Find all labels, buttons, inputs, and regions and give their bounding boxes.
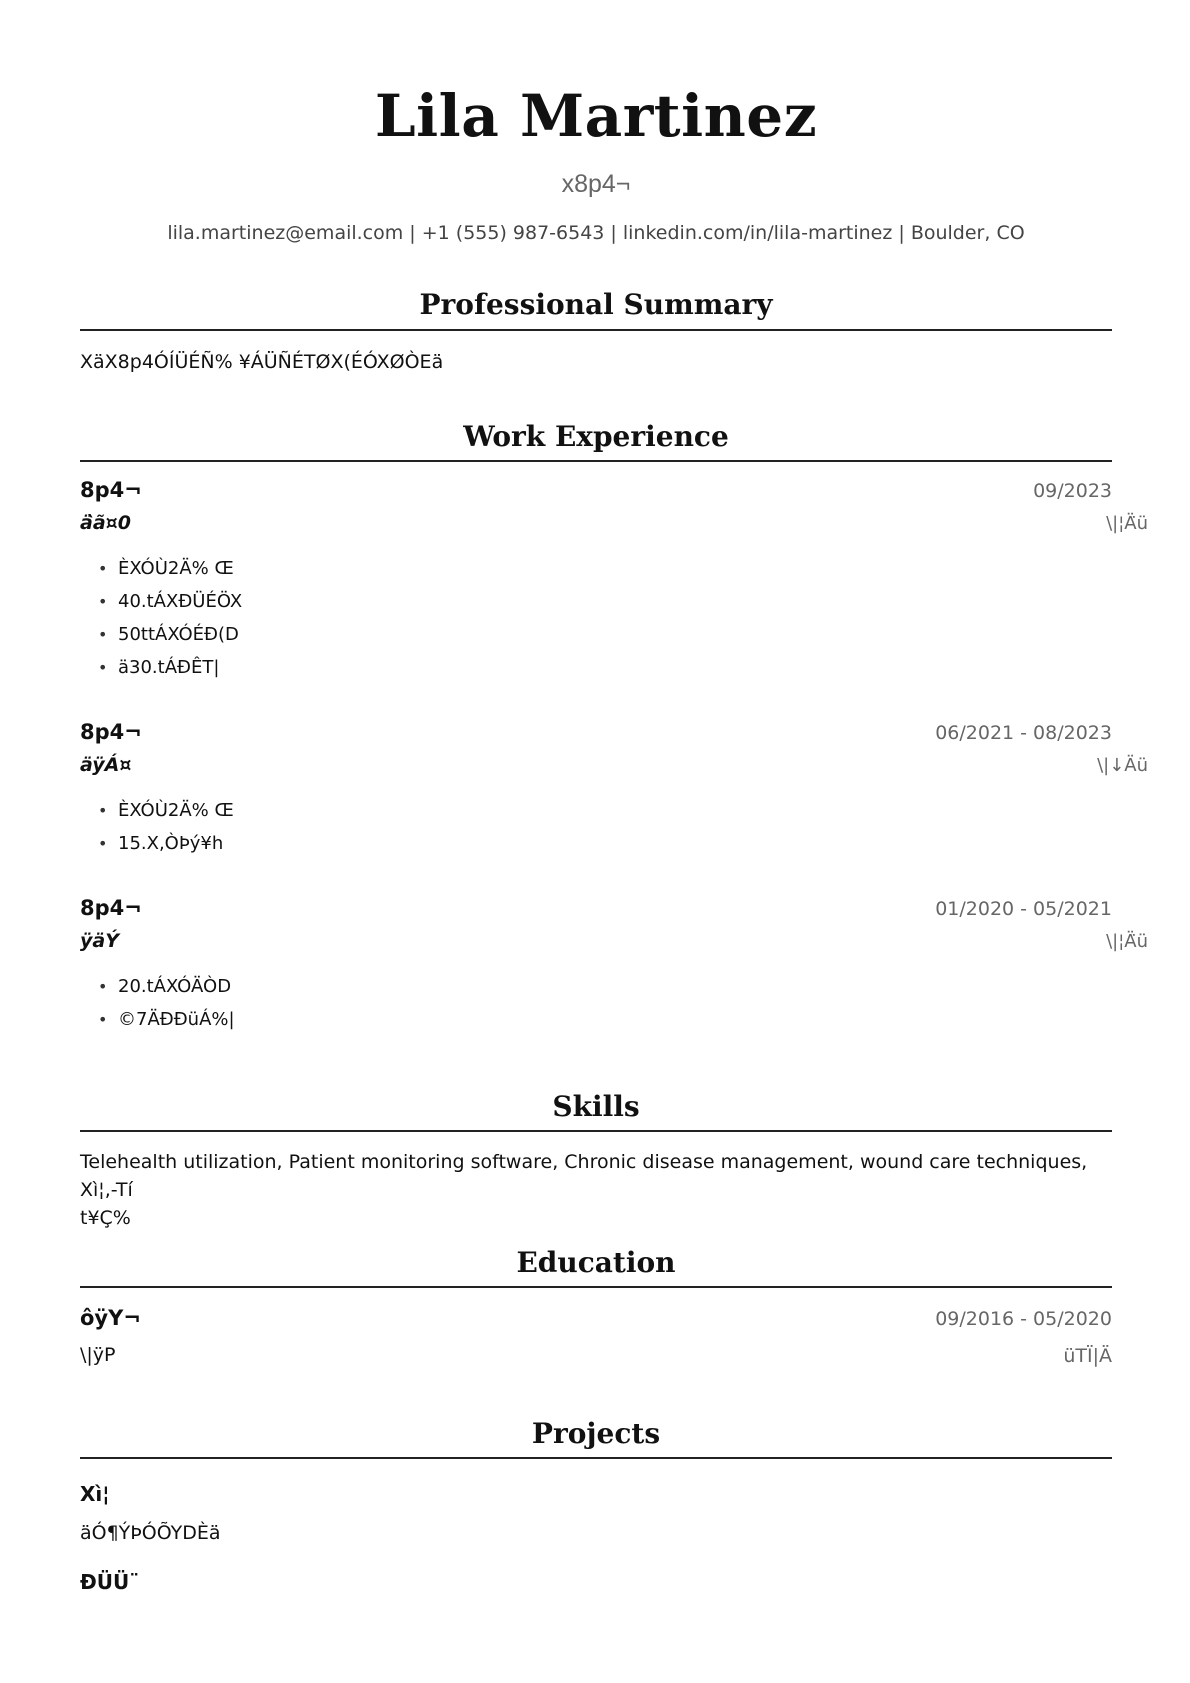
job-location: \|↓Äü (1097, 755, 1148, 776)
job-bullet: • ÈXÓÙ2Ä% Œ (98, 552, 242, 585)
education-degree: ôÿY¬ (80, 1306, 141, 1330)
job-title: 8p4¬ (80, 720, 142, 744)
job-date: 09/2023 (1033, 480, 1112, 502)
job-title: 8p4¬ (80, 896, 142, 920)
project-description: äÓ¶ÝÞÓÕYDÈä (80, 1522, 221, 1544)
job-company: ÿäÝ (80, 930, 119, 952)
skills-line: Telehealth utilization, Patient monitoring software, Chronic disease management, wound care techniques, Xì¦,-Tí (80, 1151, 1088, 1201)
job-company: ä̀ã¤0 (80, 512, 131, 534)
section-title-projects: Projects (531, 1417, 661, 1450)
section-divider (80, 1130, 1112, 1132)
job-bullet: • 15.X,ÒÞý¥h (98, 827, 234, 860)
job-date: 01/2020 - 05/2021 (935, 898, 1112, 920)
job-bullet: • ©7ÄÐÐüÁ%| (98, 1003, 235, 1036)
project-name: Xì¦ (80, 1482, 110, 1506)
section-divider (80, 1286, 1112, 1288)
education-location: üTÏ|Ä (1063, 1345, 1112, 1367)
education-date: 09/2016 - 05/2020 (935, 1308, 1112, 1330)
job-company: äÿÁ¤ (80, 754, 132, 776)
summary-text: XäX8p4ÓÍÜÉÑ% ¥ÁÜÑÉTØX(ÉÓXØÒEä (80, 351, 444, 373)
job-bullets (98, 552, 242, 684)
job-bullet: • 20.tÁXÓÄÒD (98, 970, 235, 1003)
job-bullet: • 40.tÁXÐÜÉÖX (98, 585, 242, 618)
job-bullet: • 50ttÁXÓÉÐ(D (98, 618, 242, 651)
job-date: 06/2021 - 08/2023 (935, 722, 1112, 744)
job-title: 8p4¬ (80, 478, 142, 502)
job-bullets (98, 794, 234, 860)
section-divider (80, 1457, 1112, 1459)
section-title-experience: Work Experience (463, 420, 729, 453)
education-school: \|ÿP (80, 1344, 116, 1366)
project-name: ÐÜÜ¨ (80, 1570, 140, 1594)
job-bullet: • ä30.tÁÐÊT| (98, 651, 242, 684)
job-location: \|¦Ä̈ü (1106, 513, 1148, 534)
resume-page (80, 0, 1148, 1683)
contact-line: lila.martinez@email.com | +1 (555) 987-6543 | linkedin.com/in/lila-martinez | Boulder, CO (167, 222, 1025, 244)
section-title-summary: Professional Summary (419, 288, 773, 321)
skills-line: t¥Ç% (80, 1207, 131, 1229)
section-divider (80, 460, 1112, 462)
job-location: \|¦Ä̈ü (1106, 931, 1148, 952)
section-title-skills: Skills (552, 1090, 640, 1123)
candidate-name: Lila Martinez (374, 82, 818, 150)
section-title-education: Education (516, 1246, 676, 1279)
skills-text (80, 1148, 1130, 1232)
job-bullet: • ÈXÓÙ2Ä% Œ (98, 794, 234, 827)
job-bullets (98, 970, 235, 1036)
section-divider (80, 329, 1112, 331)
headline: x8p4¬ (561, 170, 631, 198)
